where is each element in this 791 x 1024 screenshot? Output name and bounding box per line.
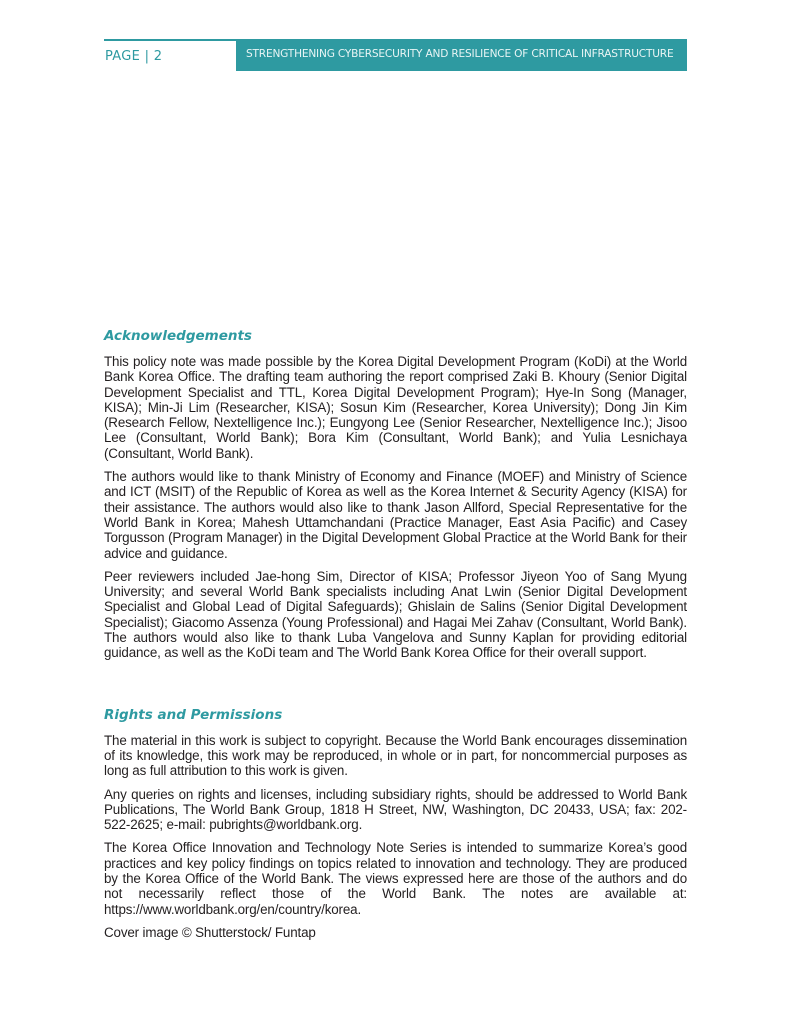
page-content bbox=[104, 326, 687, 940]
acknowledgements-heading: Acknowledgements bbox=[104, 328, 252, 344]
acknowledgements-paragraph-2: The authors would like to thank Ministry of Economy and Finance (MOEF) and Ministry of Science and ICT (MSIT) of the Republic of Korea as well as the Korea Internet & Security Agency (KISA) for their assistance. The authors would also like to thank Jason Allford, Special Representative for the World Bank in Korea; Mahesh Uttamchandani (Practice Manager, East Asia Pacific) and Casey Torgusson (Program Manager) in the Digital Development Global Practice at the World Bank for their advice and guidance. bbox=[104, 469, 687, 561]
rights-paragraph-1: The material in this work is subject to copyright. Because the World Bank encourages dissemination of its knowledge, this work may be reproduced, in whole or in part, for noncommercial purposes as long as full attribution to this work is given. bbox=[104, 732, 687, 779]
rights-paragraph-2: Any queries on rights and licenses, including subsidiary rights, should be addressed to World Bank Publications, The World Bank Group, 1818 H Street, NW, Washington, DC 20433, USA; fax: 202-522-2625; e-mail: pubrights@worldbank.org. bbox=[104, 786, 687, 833]
page-number-tab bbox=[104, 39, 236, 71]
page-header bbox=[104, 39, 687, 71]
acknowledgements-paragraph-3: Peer reviewers included Jae-hong Sim, Director of KISA; Professor Jiyeon Yoo of Sang Myung University; and several World Bank specialists including Anat Lwin (Senior Digital Development Specialist and Global Lead of Digital Safeguards); Ghislain de Salins (Senior Digital Development Specialist); Giacomo Assenza (Young Professional) and Hagai Mei Zahav (Consultant, World Bank). The authors would also like to thank Luba Vangelova and Sunny Kaplan for providing editorial guidance, as well as the KoDi team and The World Bank Korea Office for their overall support. bbox=[104, 568, 687, 661]
series-title: STRENGTHENING CYBERSECURITY AND RESILIENCE OF CRITICAL INFRASTRUCTURE bbox=[246, 48, 674, 60]
page-number: PAGE | 2 bbox=[105, 49, 163, 64]
acknowledgements-paragraph-1: This policy note was made possible by the Korea Digital Development Program (KoDi) at the World Bank Korea Office. The drafting team authoring the report comprised Zaki B. Khoury (Senior Digital Development Specialist and TTL, Korea Digital Development Program); Hye-In Song (Manager, KISA); Min-Ji Lim (Researcher, KISA); Sosun Kim (Researcher, Korea University); Dong Jin Kim (Research Fellow, Nextelligence Inc.); Eungyong Lee (Senior Researcher, Nextelligence Inc.); Jisoo Lee (Consultant, World Bank); Bora Kim (Consultant, World Bank); and Yulia Lesnichaya (Consultant, World Bank). bbox=[104, 354, 687, 461]
rights-paragraph-3: The Korea Office Innovation and Technology Note Series is intended to summarize Korea’s good practices and key policy findings on topics related to innovation and technology. They are produced by the Korea Office of the World Bank. The views expressed here are those of the authors and do not necessarily reflect those of the World Bank. The notes are available at: https://www.worldbank.org/en/country/korea. bbox=[104, 840, 687, 917]
rights-heading: Rights and Permissions bbox=[104, 706, 283, 723]
cover-image-credit: Cover image © Shutterstock/ Funtap bbox=[104, 924, 316, 940]
series-title-bar bbox=[236, 39, 687, 71]
section-spacer bbox=[104, 669, 687, 705]
